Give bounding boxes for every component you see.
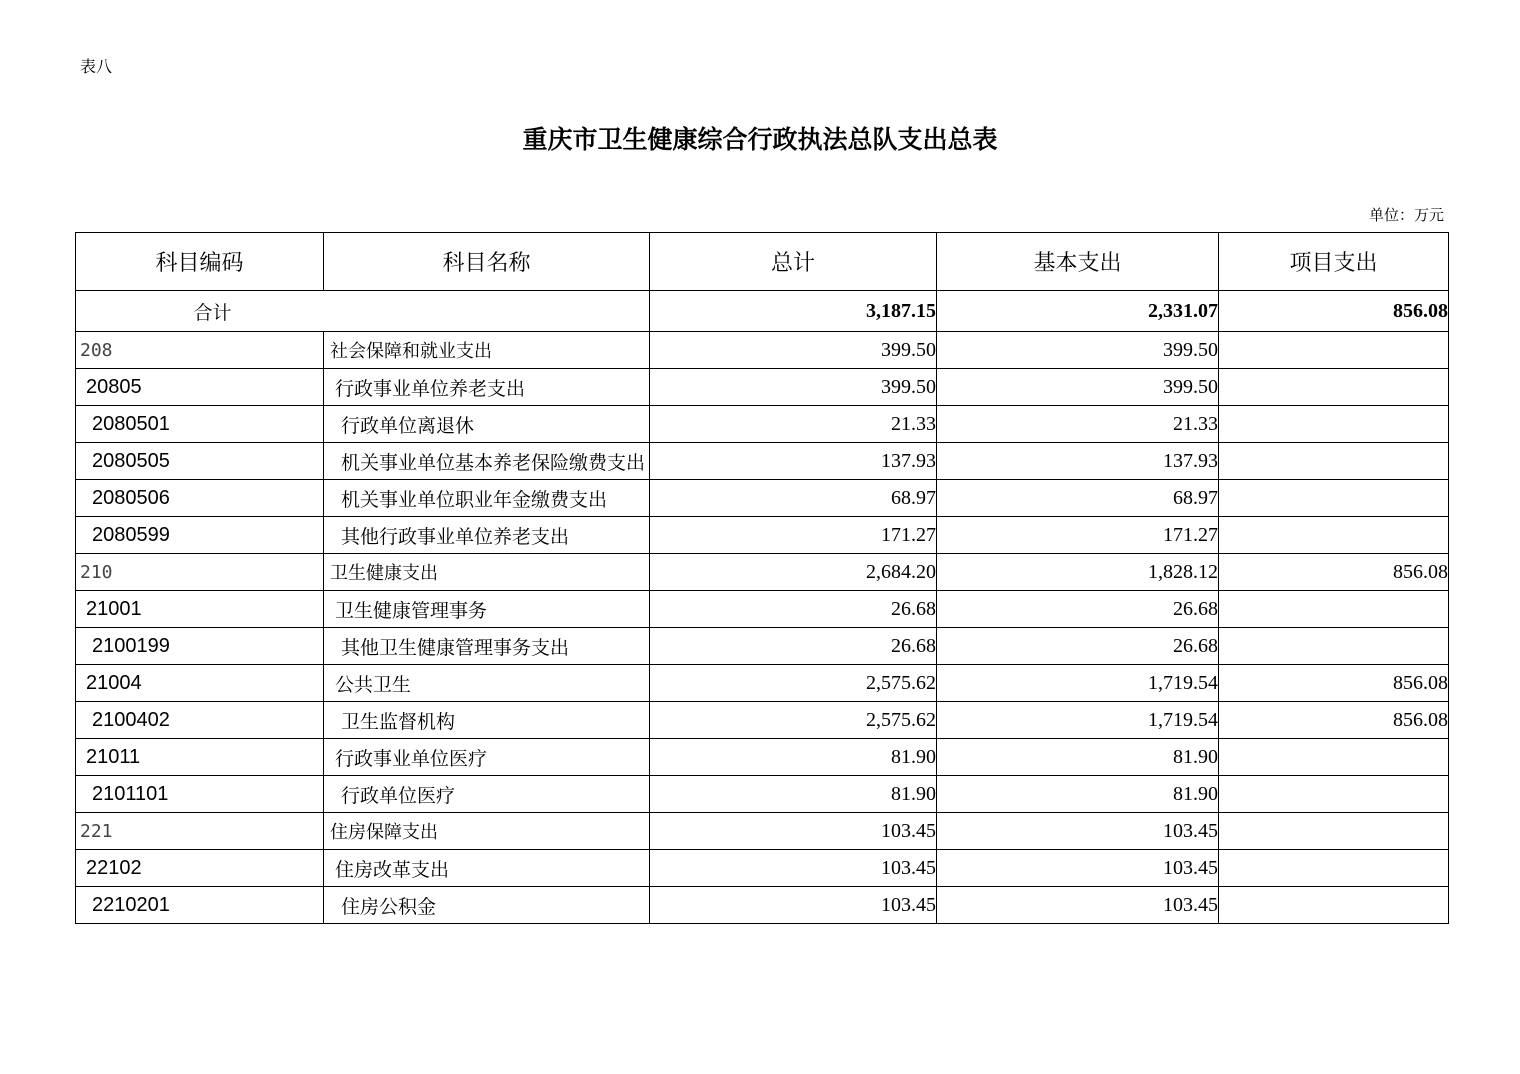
table-row bbox=[76, 443, 1449, 480]
cell-project bbox=[1219, 628, 1449, 665]
cell-project bbox=[1219, 887, 1449, 924]
table-row bbox=[76, 369, 1449, 406]
cell-project bbox=[1219, 591, 1449, 628]
table-row bbox=[76, 665, 1449, 702]
cell-total: 81.90 bbox=[650, 776, 937, 813]
cell-total: 399.50 bbox=[650, 332, 937, 369]
cell-project: 856.08 bbox=[1219, 554, 1449, 591]
cell-project: 856.08 bbox=[1219, 702, 1449, 739]
cell-project bbox=[1219, 739, 1449, 776]
table-row bbox=[76, 887, 1449, 924]
cell-basic: 137.93 bbox=[937, 443, 1219, 480]
cell-total: 68.97 bbox=[650, 480, 937, 517]
cell-name: 其他行政事业单位养老支出 bbox=[324, 517, 650, 554]
table-row bbox=[76, 850, 1449, 887]
unit-label: 单位：万元 bbox=[1368, 206, 1444, 224]
cell-project bbox=[1219, 332, 1449, 369]
cell-code: 21001 bbox=[76, 591, 324, 628]
header-code: 科目编码 bbox=[76, 233, 324, 291]
header-basic: 基本支出 bbox=[937, 233, 1219, 291]
cell-name: 行政单位医疗 bbox=[324, 776, 650, 813]
cell-total: 26.68 bbox=[650, 591, 937, 628]
cell-total: 171.27 bbox=[650, 517, 937, 554]
total-row bbox=[76, 291, 1449, 332]
cell-code: 20805 bbox=[76, 369, 324, 406]
cell-code: 22102 bbox=[76, 850, 324, 887]
cell-code: 2210201 bbox=[76, 887, 324, 924]
cell-basic: 26.68 bbox=[937, 628, 1219, 665]
cell-name: 住房保障支出 bbox=[324, 813, 650, 850]
table-row bbox=[76, 591, 1449, 628]
cell-name: 机关事业单位职业年金缴费支出 bbox=[324, 480, 650, 517]
table-row bbox=[76, 813, 1449, 850]
cell-basic: 1,719.54 bbox=[937, 665, 1219, 702]
table-row bbox=[76, 702, 1449, 739]
total-label: 合计 bbox=[76, 291, 650, 332]
cell-code: 2080599 bbox=[76, 517, 324, 554]
total-project: 856.08 bbox=[1219, 291, 1449, 332]
cell-code: 2080506 bbox=[76, 480, 324, 517]
cell-name: 公共卫生 bbox=[324, 665, 650, 702]
cell-name: 住房公积金 bbox=[324, 887, 650, 924]
cell-name: 住房改革支出 bbox=[324, 850, 650, 887]
cell-code: 21011 bbox=[76, 739, 324, 776]
cell-code: 210 bbox=[76, 554, 324, 591]
cell-project bbox=[1219, 406, 1449, 443]
cell-basic: 103.45 bbox=[937, 850, 1219, 887]
cell-basic: 81.90 bbox=[937, 739, 1219, 776]
cell-name: 卫生监督机构 bbox=[324, 702, 650, 739]
cell-name: 行政事业单位医疗 bbox=[324, 739, 650, 776]
total-basic: 2,331.07 bbox=[937, 291, 1219, 332]
table-body bbox=[76, 291, 1449, 924]
cell-name: 卫生健康支出 bbox=[324, 554, 650, 591]
cell-project bbox=[1219, 517, 1449, 554]
cell-total: 2,575.62 bbox=[650, 702, 937, 739]
cell-total: 103.45 bbox=[650, 813, 937, 850]
table-row bbox=[76, 406, 1449, 443]
cell-total: 399.50 bbox=[650, 369, 937, 406]
cell-basic: 171.27 bbox=[937, 517, 1219, 554]
header-row bbox=[76, 233, 1449, 291]
cell-code: 2100402 bbox=[76, 702, 324, 739]
cell-basic: 81.90 bbox=[937, 776, 1219, 813]
cell-project bbox=[1219, 813, 1449, 850]
cell-project bbox=[1219, 850, 1449, 887]
total-sum: 3,187.15 bbox=[650, 291, 937, 332]
cell-name: 机关事业单位基本养老保险缴费支出 bbox=[324, 443, 650, 480]
cell-code: 221 bbox=[76, 813, 324, 850]
cell-code: 2080505 bbox=[76, 443, 324, 480]
cell-name: 卫生健康管理事务 bbox=[324, 591, 650, 628]
table-row bbox=[76, 776, 1449, 813]
cell-total: 137.93 bbox=[650, 443, 937, 480]
cell-basic: 103.45 bbox=[937, 887, 1219, 924]
page-title: 重庆市卫生健康综合行政执法总队支出总表 bbox=[522, 125, 998, 154]
cell-total: 103.45 bbox=[650, 887, 937, 924]
table-row bbox=[76, 739, 1449, 776]
cell-basic: 1,828.12 bbox=[937, 554, 1219, 591]
cell-code: 208 bbox=[76, 332, 324, 369]
cell-code: 2100199 bbox=[76, 628, 324, 665]
table-row bbox=[76, 332, 1449, 369]
table-row bbox=[76, 628, 1449, 665]
cell-project bbox=[1219, 443, 1449, 480]
cell-basic: 399.50 bbox=[937, 332, 1219, 369]
table-row bbox=[76, 480, 1449, 517]
cell-name: 社会保障和就业支出 bbox=[324, 332, 650, 369]
cell-name: 其他卫生健康管理事务支出 bbox=[324, 628, 650, 665]
cell-code: 2101101 bbox=[76, 776, 324, 813]
cell-basic: 68.97 bbox=[937, 480, 1219, 517]
cell-project bbox=[1219, 480, 1449, 517]
header-total: 总计 bbox=[650, 233, 937, 291]
cell-basic: 26.68 bbox=[937, 591, 1219, 628]
cell-code: 2080501 bbox=[76, 406, 324, 443]
cell-name: 行政单位离退休 bbox=[324, 406, 650, 443]
table-row bbox=[76, 554, 1449, 591]
header-project: 项目支出 bbox=[1219, 233, 1449, 291]
document-label: 表八 bbox=[80, 57, 113, 76]
cell-total: 103.45 bbox=[650, 850, 937, 887]
cell-total: 26.68 bbox=[650, 628, 937, 665]
cell-name: 行政事业单位养老支出 bbox=[324, 369, 650, 406]
cell-basic: 103.45 bbox=[937, 813, 1219, 850]
cell-project bbox=[1219, 369, 1449, 406]
table-row bbox=[76, 517, 1449, 554]
cell-basic: 1,719.54 bbox=[937, 702, 1219, 739]
cell-basic: 399.50 bbox=[937, 369, 1219, 406]
cell-code: 21004 bbox=[76, 665, 324, 702]
cell-basic: 21.33 bbox=[937, 406, 1219, 443]
cell-total: 81.90 bbox=[650, 739, 937, 776]
cell-project: 856.08 bbox=[1219, 665, 1449, 702]
cell-total: 2,575.62 bbox=[650, 665, 937, 702]
expenditure-table bbox=[75, 232, 1449, 924]
header-name: 科目名称 bbox=[324, 233, 650, 291]
cell-total: 2,684.20 bbox=[650, 554, 937, 591]
cell-project bbox=[1219, 776, 1449, 813]
cell-total: 21.33 bbox=[650, 406, 937, 443]
